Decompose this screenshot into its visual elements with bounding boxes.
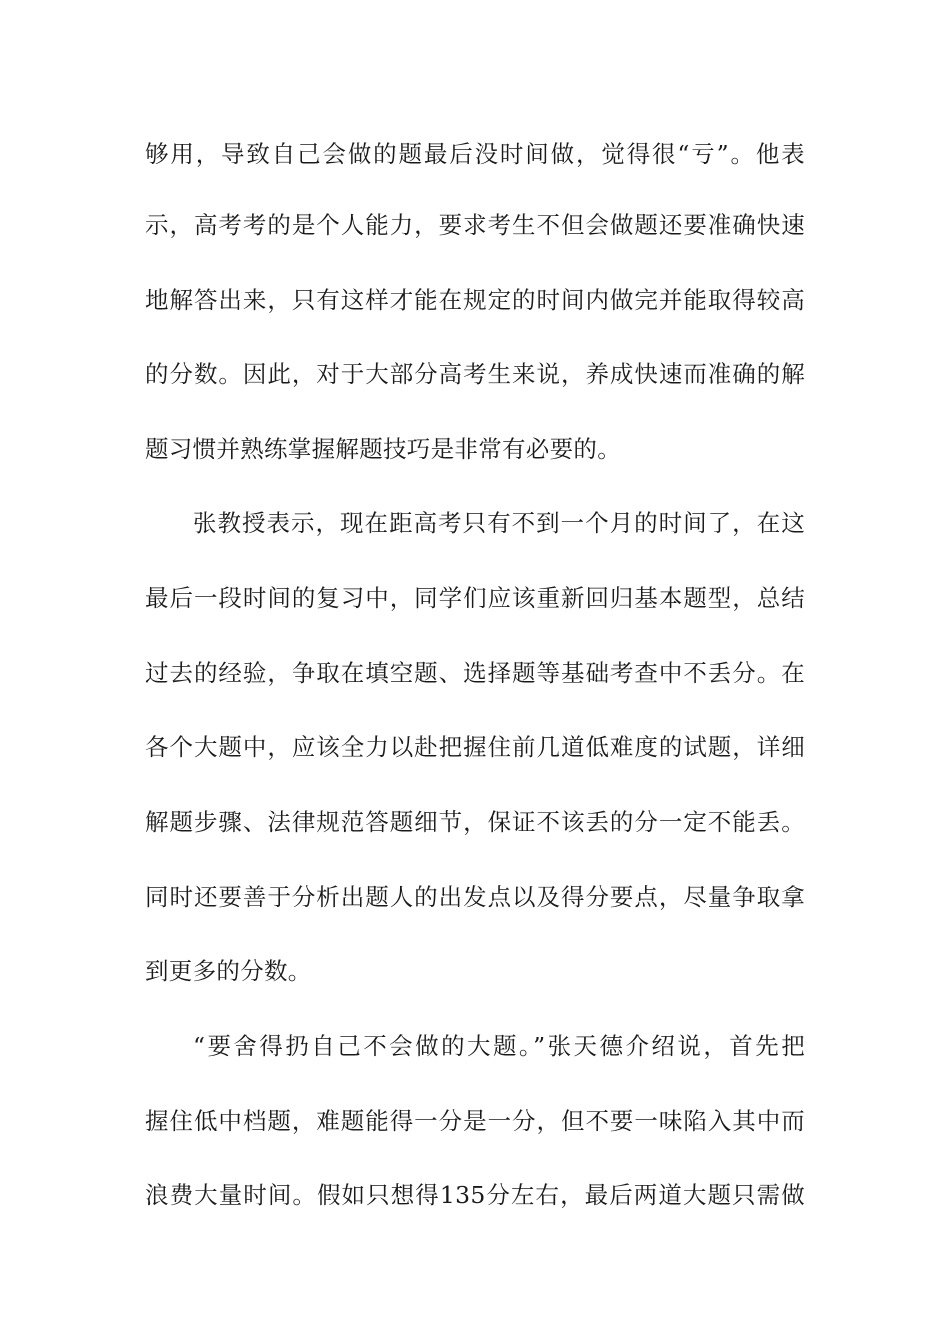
text-line: 张教授表示，现在距高考只有不到一个月的时间了，在这	[193, 509, 805, 537]
text-line: 过去的经验，争取在填空题、选择题等基础考查中不丢分。在	[145, 659, 805, 687]
text-line: 地解答出来，只有这样才能在规定的时间内做完并能取得较高	[145, 286, 805, 314]
text-line: 解题步骤、法律规范答题细节，保证不该丢的分一定不能丢。	[145, 808, 805, 836]
text-line: 题习惯并熟练掌握解题技巧是非常有必要的。	[145, 435, 621, 463]
text-line: 到更多的分数。	[145, 957, 312, 985]
text-line: 的分数。因此，对于大部分高考生来说，养成快速而准确的解	[145, 360, 805, 388]
text-line: 示，高考考的是个人能力，要求考生不但会做题还要准确快速	[145, 211, 805, 239]
text-line: 各个大题中，应该全力以赴把握住前几道低难度的试题，详细	[145, 733, 805, 761]
text-line: 最后一段时间的复习中，同学们应该重新回归基本题型，总结	[145, 584, 805, 612]
text-line: “要舍得扔自己不会做的大题。”张天德介绍说，首先把	[193, 1032, 805, 1060]
text-line: 同时还要善于分析出题人的出发点以及得分要点，尽量争取拿	[145, 883, 805, 911]
text-line: 握住低中档题，难题能得一分是一分，但不要一味陷入其中而	[145, 1107, 805, 1135]
text-line: 浪费大量时间。假如只想得135分左右，最后两道大题只需做	[145, 1181, 805, 1209]
text-line: 够用，导致自己会做的题最后没时间做，觉得很“亏”。他表	[145, 140, 805, 168]
